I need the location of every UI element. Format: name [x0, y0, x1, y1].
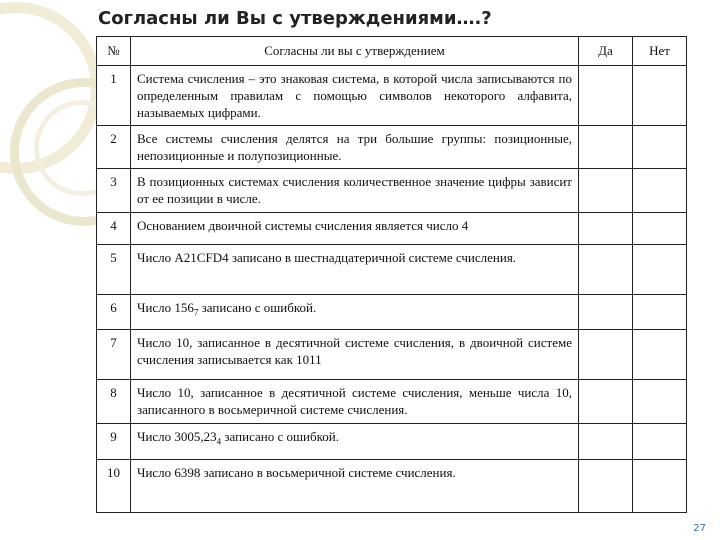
survey-table: [96, 36, 687, 513]
answer-no-cell[interactable]: [633, 424, 687, 460]
row-number: 1: [97, 66, 131, 126]
answer-no-cell[interactable]: [633, 126, 687, 169]
answer-no-cell[interactable]: [633, 330, 687, 380]
table-row: [97, 380, 687, 424]
statement-text: Все системы счисления делятся на три большие группы: позиционные, непозиционные и полупозиционные.: [131, 126, 579, 169]
statement-text-part: Число 3005,23: [137, 429, 217, 444]
row-number: 6: [97, 295, 131, 330]
row-number: 5: [97, 245, 131, 295]
row-number: 7: [97, 330, 131, 380]
statement-text: Число 10, записанное в десятичной системе счисления, в двоичной системе счисления записывается как 1011: [131, 330, 579, 380]
answer-yes-cell[interactable]: [579, 213, 633, 245]
row-number: 4: [97, 213, 131, 245]
answer-no-cell[interactable]: [633, 380, 687, 424]
number-base-subscript: 7: [193, 307, 199, 318]
statement-text-part: записано с ошибкой.: [198, 300, 317, 315]
statement-text: Число 6398 записано в восьмеричной системе счисления.: [131, 460, 579, 513]
answer-no-cell[interactable]: [633, 66, 687, 126]
table-row: [97, 213, 687, 245]
table-row: [97, 460, 687, 513]
answer-no-cell[interactable]: [633, 213, 687, 245]
answer-no-cell[interactable]: [633, 245, 687, 295]
answer-yes-cell[interactable]: [579, 380, 633, 424]
row-number: 3: [97, 169, 131, 213]
answer-yes-cell[interactable]: [579, 330, 633, 380]
header-no: Нет: [633, 37, 687, 66]
answer-yes-cell[interactable]: [579, 460, 633, 513]
page-title: Согласны ли Вы с утверждениями….?: [98, 8, 492, 29]
statement-text: Число 10, записанное в десятичной системе счисления, меньше числа 10, записанного в восьмеричной системе счисления.: [131, 380, 579, 424]
answer-yes-cell[interactable]: [579, 126, 633, 169]
table-row: [97, 169, 687, 213]
statement-text: Основанием двоичной системы счисления является число 4: [131, 213, 579, 245]
statement-text-part: Число 156: [137, 300, 194, 315]
table-header-row: [97, 37, 687, 66]
answer-yes-cell[interactable]: [579, 66, 633, 126]
table-row: [97, 424, 687, 460]
header-statement: Согласны ли вы с утверждением: [131, 37, 579, 66]
row-number: 2: [97, 126, 131, 169]
table-row: [97, 295, 687, 330]
statement-text: Система счисления – это знаковая система, в которой числа записываются по определенным правилам с помощью символов некоторого алфавита, называемых цифрами.: [131, 66, 579, 126]
number-base-subscript: 4: [216, 436, 222, 447]
table-row: [97, 330, 687, 380]
answer-no-cell[interactable]: [633, 460, 687, 513]
statement-text: Число A21CFD4 записано в шестнадцатеричной системе счисления.: [131, 245, 579, 295]
answer-yes-cell[interactable]: [579, 169, 633, 213]
row-number: 8: [97, 380, 131, 424]
table-row: [97, 66, 687, 126]
answer-yes-cell[interactable]: [579, 245, 633, 295]
statement-text: [131, 295, 579, 330]
statement-text-part: записано с ошибкой.: [221, 429, 339, 444]
answer-no-cell[interactable]: [633, 295, 687, 330]
answer-yes-cell[interactable]: [579, 424, 633, 460]
answer-yes-cell[interactable]: [579, 295, 633, 330]
page-number: 27: [693, 523, 706, 534]
row-number: 10: [97, 460, 131, 513]
table-row: [97, 245, 687, 295]
row-number: 9: [97, 424, 131, 460]
statement-text: В позиционных системах счисления количественное значение цифры зависит от ее позиции в числе.: [131, 169, 579, 213]
statement-text: [131, 424, 579, 460]
header-number: №: [97, 37, 131, 66]
table-row: [97, 126, 687, 169]
answer-no-cell[interactable]: [633, 169, 687, 213]
header-yes: Да: [579, 37, 633, 66]
